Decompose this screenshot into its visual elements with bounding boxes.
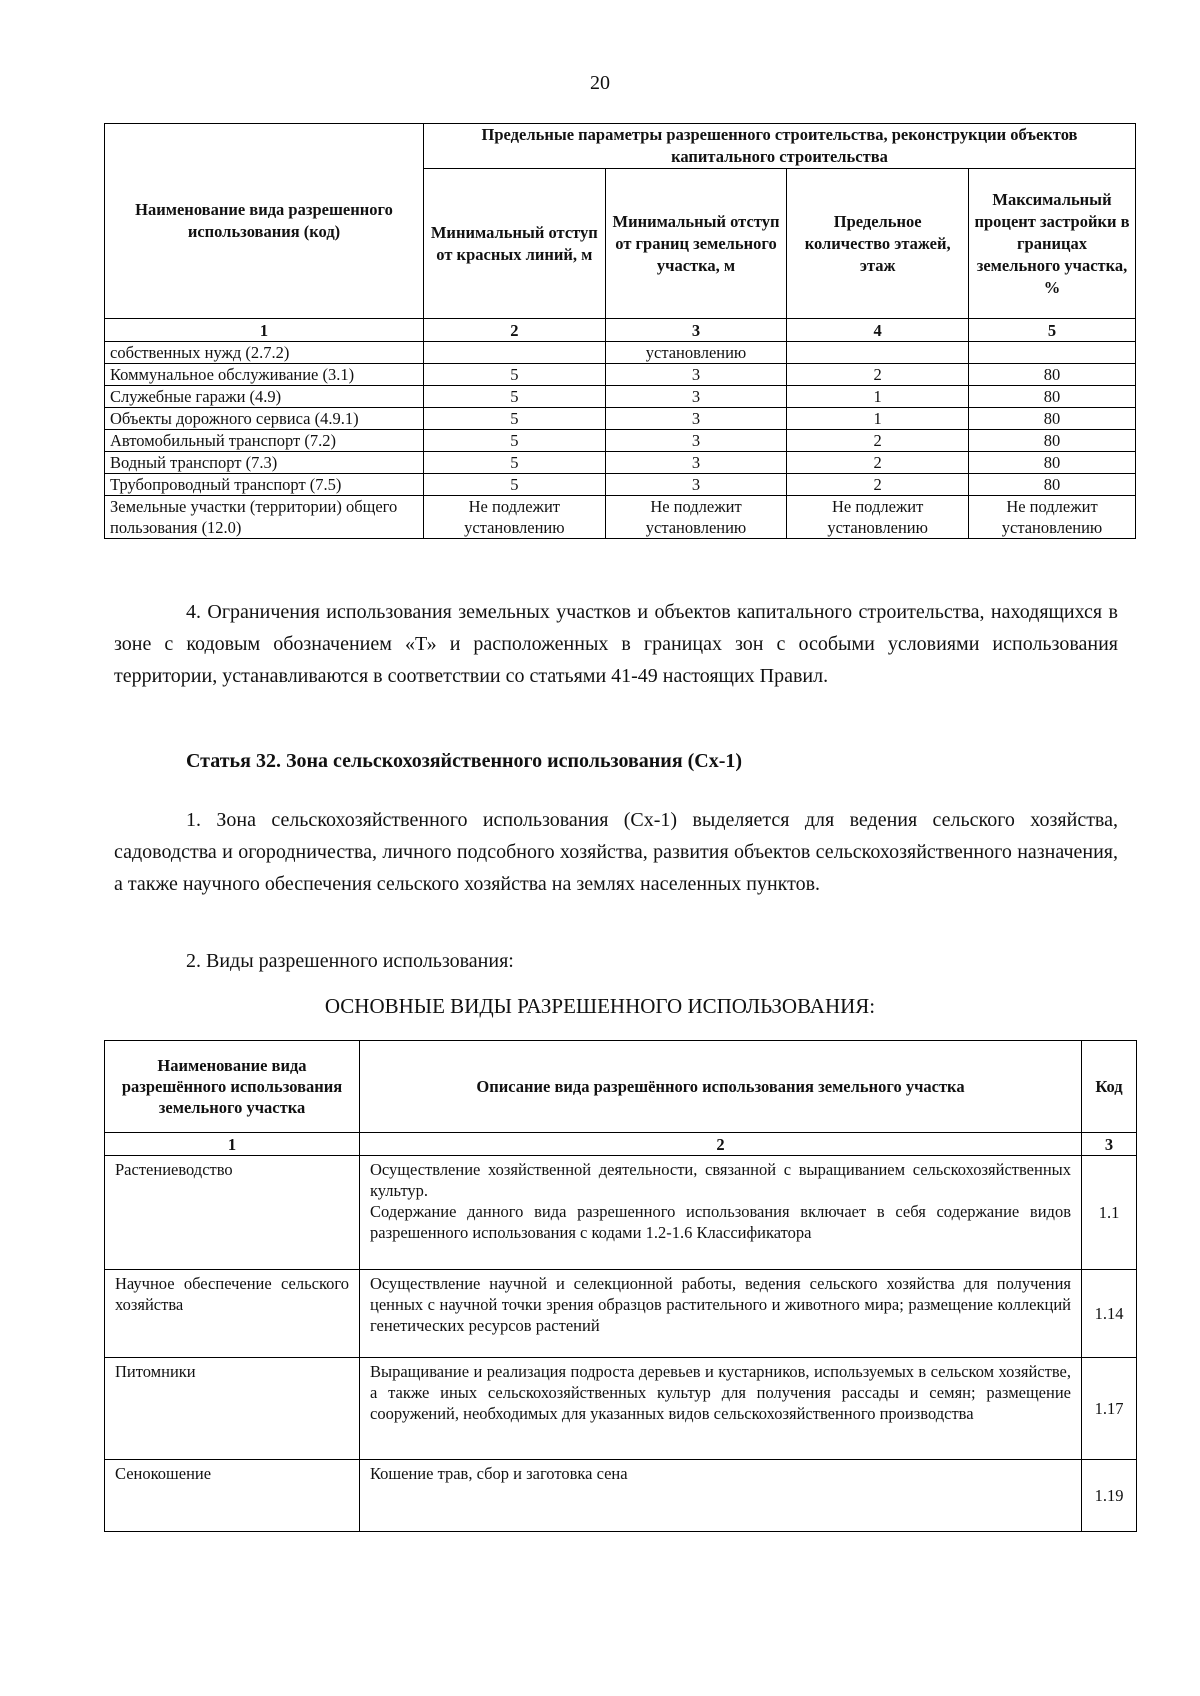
cell-value: 3	[605, 386, 787, 408]
col-number: 5	[969, 319, 1136, 342]
table-row	[105, 342, 1136, 364]
cell-value: 5	[424, 386, 606, 408]
cell-value	[787, 342, 969, 364]
paragraph-2-text: 2. Виды разрешенного использования:	[186, 950, 514, 972]
use-description-line: Осуществление хозяйственной деятельности, связанной с выращиванием сельскохозяйственных культур.	[370, 1160, 1071, 1200]
cell-value: 3	[605, 474, 787, 496]
table-row	[105, 474, 1136, 496]
row-name: Земельные участки (территории) общего пользования (12.0)	[105, 496, 424, 539]
row-name: Автомобильный транспорт (7.2)	[105, 430, 424, 452]
col-number: 2	[360, 1133, 1082, 1156]
cell-value: 3	[605, 430, 787, 452]
table-row	[105, 1270, 1137, 1358]
table-row	[105, 1358, 1137, 1460]
table2-header: Код	[1082, 1041, 1137, 1133]
cell-value: 5	[424, 408, 606, 430]
use-code: 1.19	[1082, 1460, 1137, 1532]
cell-value: 80	[969, 364, 1136, 386]
cell-value	[424, 342, 606, 364]
col-number: 2	[424, 319, 606, 342]
row-name: Коммунальное обслуживание (3.1)	[105, 364, 424, 386]
table1-sub-header: Предельное количество этажей, этаж	[787, 169, 969, 319]
paragraph-4-text: 4. Ограничения использования земельных участков и объектов капитального строительства, находящихся в зоне с кодовым обозначением «Т» и расположенных в границах зон с особыми условиями использования территории, устанавливаются в соответствии со статьями 41-49 настоящих Правил.	[114, 601, 1118, 687]
paragraph-4	[114, 596, 1118, 692]
cell-value: 3	[605, 408, 787, 430]
table-row	[105, 496, 1136, 539]
col-number: 3	[605, 319, 787, 342]
cell-value: 80	[969, 452, 1136, 474]
cell-value: 5	[424, 474, 606, 496]
cell-value: 80	[969, 408, 1136, 430]
table-row	[105, 386, 1136, 408]
use-name: Растениеводство	[105, 1156, 360, 1270]
paragraph-2	[114, 945, 1118, 977]
cell-value: установлению	[605, 342, 787, 364]
col-number: 1	[105, 319, 424, 342]
cell-value: 80	[969, 430, 1136, 452]
main-uses-table	[104, 1040, 1137, 1532]
use-code: 1.1	[1082, 1156, 1137, 1270]
use-code: 1.14	[1082, 1270, 1137, 1358]
use-name: Питомники	[105, 1358, 360, 1460]
table2-header: Описание вида разрешённого использования земельного участка	[360, 1041, 1082, 1133]
cell-value: 80	[969, 474, 1136, 496]
row-name: Трубопроводный транспорт (7.5)	[105, 474, 424, 496]
row-name: собственных нужд (2.7.2)	[105, 342, 424, 364]
cell-value: Не подлежит установлению	[605, 496, 787, 539]
table-row	[105, 430, 1136, 452]
table1-sub-header: Минимальный отступ от красных линий, м	[424, 169, 606, 319]
use-description: Кошение трав, сбор и заготовка сена	[360, 1460, 1082, 1532]
use-description: Выращивание и реализация подроста деревьев и кустарников, используемых в сельском хозяйстве, а также иных сельскохозяйственных культур для получения рассады и семян; размещение сооружений, необходимых для указанных видов сельскохозяйственного производства	[360, 1358, 1082, 1460]
table1-name-header: Наименование вида разрешенного использования (код)	[105, 124, 424, 319]
cell-value: 80	[969, 386, 1136, 408]
cell-value: Не подлежит установлению	[787, 496, 969, 539]
table1-sub-header: Максимальный процент застройки в границах земельного участка, %	[969, 169, 1136, 319]
table-row	[105, 1156, 1137, 1270]
table-row	[105, 408, 1136, 430]
use-code: 1.17	[1082, 1358, 1137, 1460]
table2-header: Наименование вида разрешённого использования земельного участка	[105, 1041, 360, 1133]
use-name: Научное обеспечение сельского хозяйства	[105, 1270, 360, 1358]
row-name: Водный транспорт (7.3)	[105, 452, 424, 474]
col-number: 4	[787, 319, 969, 342]
cell-value: 5	[424, 430, 606, 452]
cell-value: 3	[605, 364, 787, 386]
cell-value: Не подлежит установлению	[424, 496, 606, 539]
cell-value: Не подлежит установлению	[969, 496, 1136, 539]
cell-value: 1	[787, 386, 969, 408]
page-number: 20	[590, 72, 610, 94]
cell-value: 3	[605, 452, 787, 474]
cell-value: 2	[787, 452, 969, 474]
table-row	[105, 364, 1136, 386]
table1-column-numbers	[105, 319, 1136, 342]
article-heading: Статья 32. Зона сельскохозяйственного использования (Сх-1)	[186, 750, 743, 772]
cell-value: 2	[787, 474, 969, 496]
use-description	[360, 1156, 1082, 1270]
table1-group-header: Предельные параметры разрешенного строительства, реконструкции объектов капитального строительства	[424, 124, 1136, 169]
table-row	[105, 452, 1136, 474]
col-number: 1	[105, 1133, 360, 1156]
paragraph-1-text: 1. Зона сельскохозяйственного использования (Сх-1) выделяется для ведения сельского хозяйства, садоводства и огородничества, личного подсобного хозяйства, развития объектов сельскохозяйственного назначения, а также научного обеспечения сельского хозяйства на землях населенных пунктов.	[114, 809, 1118, 895]
col-number: 3	[1082, 1133, 1137, 1156]
row-name: Служебные гаражи (4.9)	[105, 386, 424, 408]
cell-value: 1	[787, 408, 969, 430]
use-description: Осуществление научной и селекционной работы, ведения сельского хозяйства для получения ценных с научной точки зрения образцов растительного и животного мира; размещение коллекций генетических ресурсов растений	[360, 1270, 1082, 1358]
cell-value: 5	[424, 364, 606, 386]
table-row	[105, 1460, 1137, 1532]
row-name: Объекты дорожного сервиса (4.9.1)	[105, 408, 424, 430]
parameters-table	[104, 123, 1136, 539]
paragraph-1	[114, 804, 1118, 900]
cell-value: 5	[424, 452, 606, 474]
use-name: Сенокошение	[105, 1460, 360, 1532]
use-description-line: Содержание данного вида разрешенного использования включает в себя содержание видов разрешенного использования с кодами 1.2-1.6 Классификатора	[370, 1202, 1071, 1242]
table2-column-numbers	[105, 1133, 1137, 1156]
main-uses-title: ОСНОВНЫЕ ВИДЫ РАЗРЕШЕННОГО ИСПОЛЬЗОВАНИЯ:	[324, 994, 876, 1018]
cell-value: 2	[787, 430, 969, 452]
cell-value	[969, 342, 1136, 364]
table1-sub-header: Минимальный отступ от границ земельного участка, м	[605, 169, 787, 319]
cell-value: 2	[787, 364, 969, 386]
